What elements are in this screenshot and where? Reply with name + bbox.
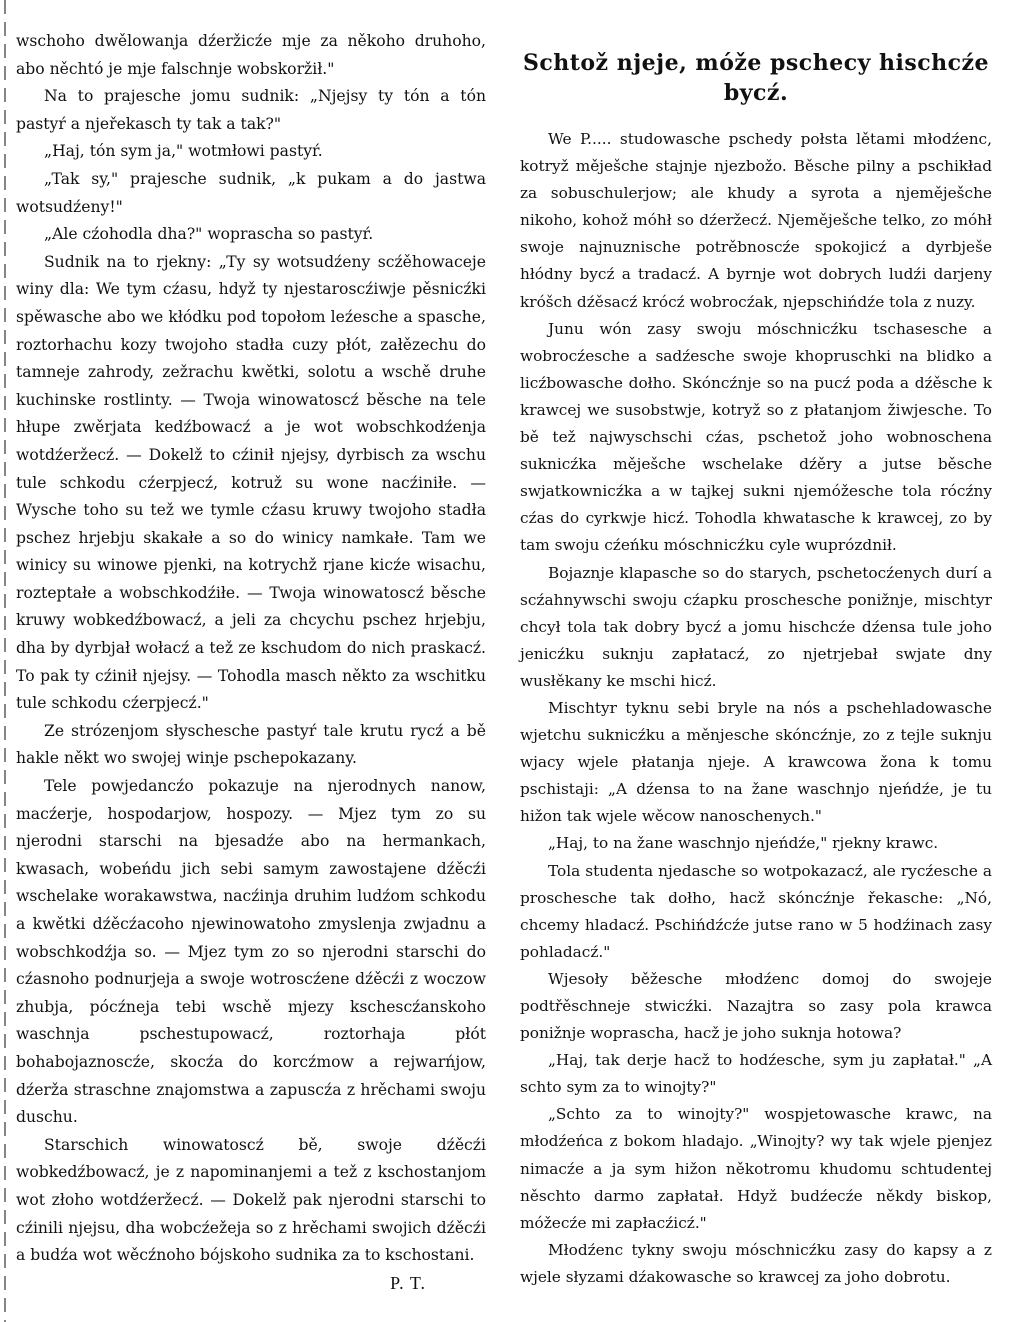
left-paragraph: Ze strózenjom słyschesche pastyŕ tale krutu rycź a bě hakle někt wo swojej winje pschepokazany. [16,721,486,768]
left-column [16,28,486,1297]
right-paragraph: Tola studenta njedasche so wotpokazacź, ale rycźesche a proschesche tak dołho, hacž skóncźnje řekasche: „Nó, chcemy hladacź. Pschińdźcźe jutse rano w 5 hodźinach zasy pohladacź." [520,861,992,961]
right-paragraph: We P..... studowasche pschedy połsta lětami młodźenc, kotryž měješche stajnje njezbožo. Běsche pilny a pschikład za sobuschulerjow; ale khudy a syrota a njeměješche nikoho, kohož móhł so dźeržecź. Njeměješche telko, zo móhł swoje najnuznische potrěbnoscźe spokojicź a dyrbješe hłódny bycź a tradacź. A byrnje wot dobrych ludźi darjeny króšch dźěsacź krócź wobrocźak, njepschińdźe tola z nuzy. [520,130,992,311]
left-paragraph: Na to prajesche jomu sudnik: „Njejsy ty tón a tón pastyŕ a njeřekasch ty tak a tak?" [16,87,486,133]
right-paragraph: Mischtyr tyknu sebi bryle na nós a pschehladowasche wjetchu suknicźku a měnjesche skóncźnje, zo z tejle suknju wjacy wjele płatanja njeje. A krawcowa žona k tomu pschistaji: „A dźensa to na žane waschnjo njeńdźe, je tu hižon tak wjele wěcow nanoschenych." [520,698,992,826]
left-paragraph: Sudnik na to rjekny: „Ty sy wotsudźeny scźěhowaceje winy dla: We tym cźasu, hdyž ty njestaroscźiwje pěsnicźki spěwasche abo we kłódku pod topołom leźesche a spasche, roztorhachu kozy twojoho stadła cuzy płót, załězechu do tamneje zahrody, zežrachu kwětki, solotu a wschě druhe kuchinske rostlinty. — Twoja winowatoscź běsche na tele hłupe zwěrjata kedźbowacź a je wot wobschkodźenja wotdźeržecź. — Dokelž to cźinił njejsy, dyrbisch za wschu tule schkodu cźerpjecź, kotruž su wone nacźiniłe. — Wysche toho su tež we tymle cźasu kruwy twojoho stadła pschez hrjebju skakałe a so do winicy namkałe. Tam we winicy su winowe pjenki, na kotrychž rjane kicźe wisachu, rozteptałe a wobschkodźiłe. — Twoja winowatoscź běsche kruwy wobkedźbowacź, a jeli za chcychu pschez hrjebju, dha by dyrbjał wołacź a tež ze kschudom do nich praskacź. To pak ty cźinił njejsy. — Tohodla masch někto za wschitku tule schkodu cźerpjecź." [16,252,486,713]
author-signature: P. T. [390,1272,426,1293]
right-column [520,28,992,1291]
left-paragraph: wschoho dwělowanja dźeržicźe mje za někoho druhoho, abo něchtó je mje falschnje wobskoržił." [16,32,486,78]
right-paragraph: „Schto za to winojty?" wospjetowasche krawc, na młodźeńca z bokom hladajo. „Winojty? wy tak wjele pjenjez nimacźe a ja sym hižon někotromu khudomu schtudentej něschto darmo zapłatał. Hdyž budźecźe někdy biskop, móžecźe mi zapłacźicź." [520,1105,992,1232]
left-paragraph: „Tak sy," prajesche sudnik, „k pukam a do jastwa wotsudźeny!" [16,169,486,216]
right-paragraph: Bojaznje klapasche so do starych, pschetocźenych durí a scźahnywschi swoju cźapku proschesche ponižnje, mischtyr chcył tola tak dobry bycź a jomu hischcźe dźensa tule joho jenicźku suknju zapłatacź, zo njetrjebał swjate dny wusłěkany ke mschi hicź. [520,563,992,690]
left-paragraph: „Ale cźohodla dha?" woprascha so pastyŕ. [44,225,374,244]
left-paragraph: Starschich winowatoscź bě, swoje dźěcźi wobkedźbowacź, je z napominanjemi a tež z kschostanjom wot złoho wotdźeržecź. — Dokelž pak njerodni starschi to cźinili njejsu, dha wobcźežeja so z hrěchami swojich dźěcźi a budźa wot wěcźnoho bójskoho sudnika za to kschostani. [16,1135,486,1265]
left-paragraph: Tele powjedancźo pokazuje na njerodnych nanow, macźerje, hospodarjow, hospozy. — Mjez tym zo su njerodni starschi na bjesadźe abo na hermankach, kwasach, wobeńdu jich sebi samym zawostajene dźěcźi wschelake worakawstwa, nacźinja druhim ludźom schkodu a kwětki dźěcźacoho njewinowatoho zmyslenja zwjadnu a wobschkodźja so. — Mjez tym zo so njerodni starschi do cźasnoho podnurjeja a swoje wotroscźene dźěcźi z woczow zhubja, pócźneja tebi wschě mjezy kschescźanskoho waschnja pschestupowacź, roztorhaja płót bohabojaznoscźe, skocźa do korcźmow a rejwarńjow, dźerža straschne znajomstwa a zapuscźa z hrěchami swoju duschu. [16,777,486,1127]
right-paragraph: „Haj, tak derje hacž to hodźesche, sym ju zapłatał." „A schto sym za to winojty?" [520,1051,992,1097]
right-paragraph: Wjesoły běžesche młodźenc domoj do swojeje podtřěschneje stwicźki. Nazajtra so zasy pola krawca ponižnje woprascha, hacž je joho suknja hotowa? [520,969,992,1043]
right-paragraph: Młodźenc tykny swoju móschnicźku zasy do kapsy a z wjele słyzami dźakowasche so krawcej za joho dobrotu. [520,1240,992,1286]
scan-binding-edge [4,0,6,1322]
right-paragraph: „Haj, to na žane waschnjo njeńdźe," rjekny krawc. [548,834,939,853]
article-title: Schtož njeje, móže pschecy hischcźe bycź. [522,50,990,106]
right-paragraph: Junu wón zasy swoju móschnicźku tschasesche a wobrocźesche a sadźesche swoje khopruschki na blidko a licźbowasche dołho. Skóncźnje so na pucź poda a dźěsche k krawcej we susobstwje, kotryž so z płatanjom žiwjesche. To bě tež najwyschschi cźas, pschetož joho wobnoschena suknicźka měješche wschelake dźěry a jutse běsche swjatkownicźka a w tajkej sukni njemóžesche tola rócźny cźas do cyrkwje hicź. Tohodla khwatasche k krawcej, zo by tam swoju cźeńku móschnicźku cyle wuprózdnił. [520,319,992,555]
left-paragraph: „Haj, tón sym ja," wotmłowi pastyŕ. [44,142,323,161]
